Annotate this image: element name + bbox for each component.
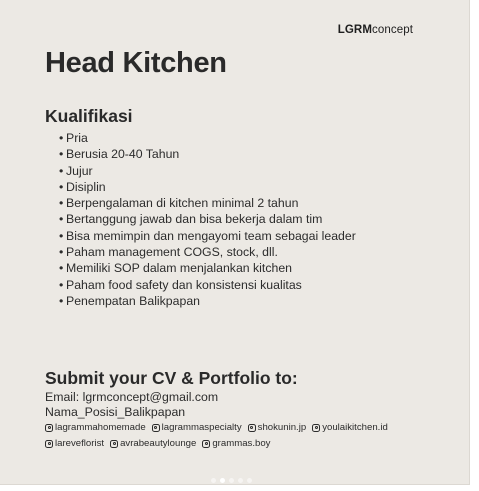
instagram-icon	[45, 440, 53, 448]
list-item: • Paham food safety dan konsistensi kualitas	[59, 277, 302, 292]
submit-heading: Submit your CV & Portfolio to:	[45, 368, 298, 388]
instagram-icon	[312, 424, 320, 432]
list-item: • Disiplin	[59, 179, 106, 194]
brand-logo-bold: LGRM	[337, 24, 373, 36]
list-item: • Berusia 20-40 Tahun	[59, 147, 180, 162]
list-item: • Berpengalaman di kitchen minimal 2 tahun	[59, 196, 299, 211]
social-handle: avrabeautylounge	[110, 438, 196, 449]
list-item: • Bisa memimpin dan mengayomi team sebagai leader	[59, 228, 356, 243]
social-handles-row-2	[45, 438, 276, 449]
qualifications-heading: Kualifikasi	[45, 106, 133, 126]
carousel-dot[interactable]	[238, 478, 243, 483]
social-handle: lagrammaspecialty	[152, 422, 242, 433]
brand-logo-light: concept	[372, 24, 413, 36]
social-handle: grammas.boy	[202, 438, 270, 449]
social-handle: lagrammahomemade	[45, 422, 146, 433]
list-item: • Penempatan Balikpapan	[59, 293, 200, 308]
list-item: • Pria	[59, 131, 88, 145]
email-subject-format: Nama_Posisi_Balikpapan	[45, 405, 186, 419]
carousel-dot[interactable]	[229, 478, 234, 483]
list-item: • Jujur	[59, 163, 93, 178]
carousel-dot[interactable]	[247, 478, 252, 483]
carousel-dot[interactable]	[211, 478, 216, 483]
carousel-dot-active[interactable]	[220, 478, 225, 483]
instagram-icon	[152, 424, 160, 432]
job-title: Head Kitchen	[45, 47, 227, 79]
list-item: • Bertanggung jawab dan bisa bekerja dalam tim	[59, 212, 323, 227]
instagram-icon	[110, 440, 118, 448]
social-handle: shokunin.jp	[248, 422, 307, 433]
social-handle: lareveflorist	[45, 438, 104, 449]
carousel-indicator	[211, 478, 252, 483]
social-handle: youlaikitchen.id	[312, 422, 388, 433]
brand-logo	[338, 24, 413, 36]
instagram-icon	[248, 424, 256, 432]
instagram-icon	[202, 440, 210, 448]
contact-email: Email: lgrmconcept@gmail.com	[45, 390, 219, 404]
list-item: • Memiliki SOP dalam menjalankan kitchen	[59, 261, 292, 276]
social-handles-row-1	[45, 422, 394, 433]
instagram-icon	[45, 424, 53, 432]
list-item: • Paham management COGS, stock, dll.	[59, 245, 278, 260]
qualifications-list	[59, 130, 356, 309]
